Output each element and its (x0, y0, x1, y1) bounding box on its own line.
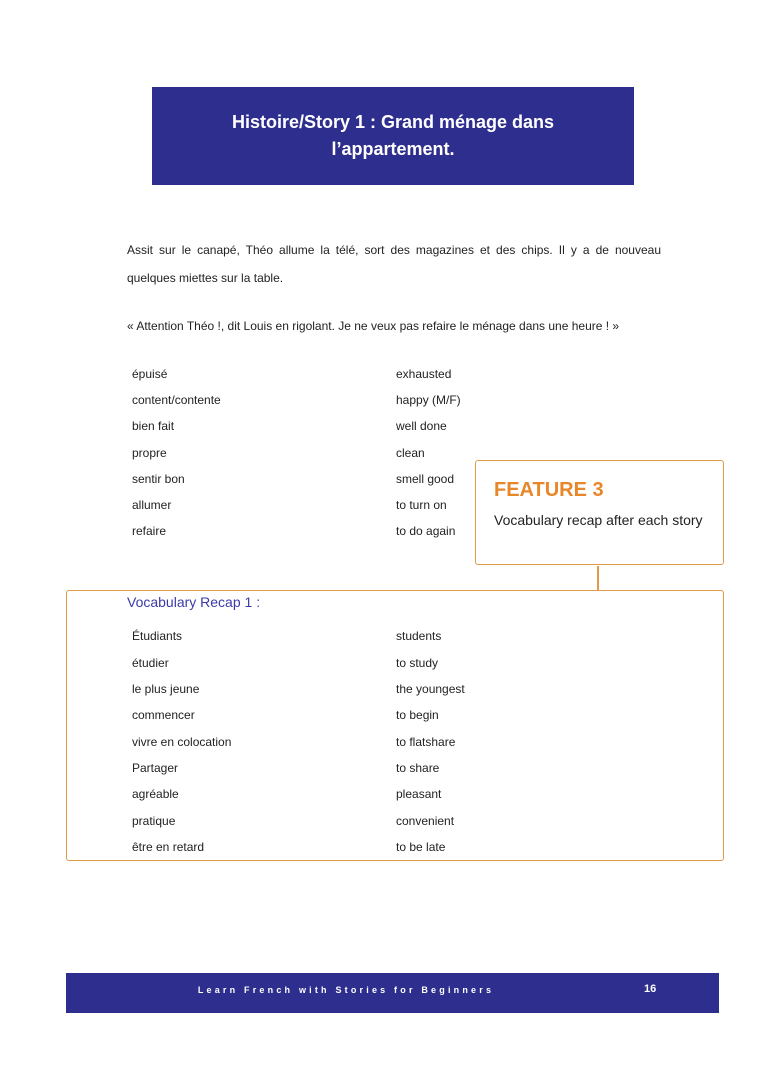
story-vocab-french: épuisé (132, 367, 168, 381)
recap-english-word: convenient (396, 814, 455, 828)
feature-callout (475, 460, 724, 565)
vocabulary-recap-heading: Vocabulary Recap 1 : (127, 594, 261, 610)
recap-english-word: to share (396, 761, 440, 775)
story-vocab-french: propre (132, 446, 167, 460)
story-vocab-french: refaire (132, 524, 167, 538)
recap-english-word: pleasant (396, 787, 442, 801)
recap-french-word: vivre en colocation (132, 735, 232, 749)
recap-french-word: étudier (132, 656, 169, 670)
story-vocab-english: clean (396, 446, 425, 460)
story-paragraph-2: « Attention Théo !, dit Louis en rigolant. Je ne veux pas refaire le ménage dans une heure ! » (127, 319, 620, 333)
story-vocab-french: bien fait (132, 419, 175, 433)
story-title-line-1: Histoire/Story 1 : Grand ménage dans (231, 112, 555, 132)
story-vocab-english: smell good (396, 472, 455, 486)
recap-french-word: le plus jeune (132, 682, 200, 696)
recap-english-word: the youngest (396, 682, 465, 696)
page-number: 16 (644, 983, 657, 995)
recap-french-word: être en retard (132, 840, 205, 854)
story-vocab-english: to do again (396, 524, 456, 538)
recap-french-word: Étudiants (132, 629, 183, 643)
story-vocab-french: sentir bon (132, 472, 185, 486)
recap-english-word: to be late (396, 840, 446, 854)
story-vocab-english: exhausted (396, 367, 452, 381)
recap-french-word: commencer (132, 708, 195, 722)
feature-title: FEATURE 3 (494, 479, 604, 501)
recap-french-word: Partager (132, 761, 179, 775)
story-vocab-french: content/contente (132, 393, 221, 407)
recap-english-word: to study (396, 656, 439, 670)
callout-connector-line (597, 566, 599, 590)
story-title-line-2: l’appartement. (331, 139, 455, 159)
recap-french-word: pratique (132, 814, 176, 828)
footer-book-title: Learn French with Stories for Beginners (197, 985, 495, 995)
page-footer (66, 973, 719, 1013)
story-vocab-english: to turn on (396, 498, 447, 512)
title-banner (152, 87, 634, 185)
recap-english-word: students (396, 629, 442, 643)
story-vocab-english: happy (M/F) (396, 393, 461, 407)
story-vocab-english: well done (396, 419, 447, 433)
recap-english-word: to begin (396, 708, 439, 722)
story-paragraph-1: Assit sur le canapé, Théo allume la télé, sort des magazines et des chips. Il y a de nouveau quelques miettes sur la table. (127, 243, 661, 285)
recap-english-word: to flatshare (396, 735, 456, 749)
story-vocab-french: allumer (132, 498, 172, 512)
feature-description: Vocabulary recap after each story (494, 512, 703, 528)
recap-french-word: agréable (132, 787, 179, 801)
